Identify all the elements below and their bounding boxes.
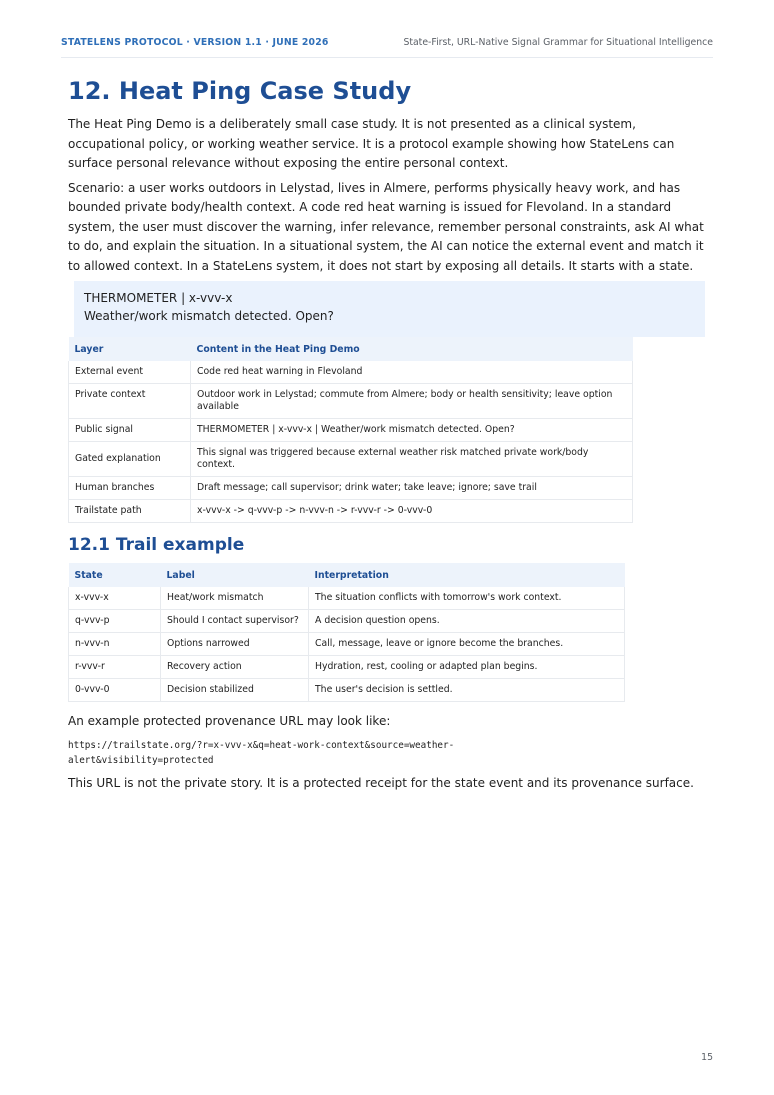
main-content [68,76,708,798]
label-cell: Recovery action [161,656,309,679]
column-header-state: State [69,563,161,587]
label-cell: Options narrowed [161,633,309,656]
interpretation-cell: Call, message, leave or ignore become the branches. [309,633,625,656]
callout-prompt-line: Weather/work mismatch detected. Open? [84,309,334,323]
intro-paragraph: The Heat Ping Demo is a deliberately small case study. It is not presented as a clinical system, occupational policy, or working weather service. It is a protocol example showing how StateLens can surface personal relevance without exposing the entire personal context. [68,117,675,170]
table-row [69,384,633,419]
header-document-title: State-First, URL-Native Signal Grammar for Situational Intelligence [403,37,713,48]
trail-table-header-row [69,563,625,587]
layer-cell: Public signal [69,419,191,442]
column-header-content: Content in the Heat Ping Demo [191,337,633,361]
interpretation-cell: The situation conflicts with tomorrow's work context. [309,587,625,610]
table-row [69,500,633,523]
state-cell: 0-vvv-0 [69,679,161,702]
subsection-title: 12.1 Trail example [68,535,245,555]
interpretation-cell: The user's decision is settled. [309,679,625,702]
content-cell: This signal was triggered because external weather risk matched private work/body context. [191,442,633,477]
layer-cell: Gated explanation [69,442,191,477]
table-row [69,477,633,500]
closing-paragraph: This URL is not the private story. It is a protected receipt for the state event and its provenance surface. [68,775,694,790]
signal-callout [74,281,705,337]
header-protocol-version: STATELENS PROTOCOL · VERSION 1.1 · JUNE 2026 [61,37,329,48]
content-cell: THERMOMETER | x-vvv-x | Weather/work mismatch detected. Open? [191,419,633,442]
content-cell: Draft message; call supervisor; drink water; take leave; ignore; save trail [191,477,633,500]
content-cell: Code red heat warning in Flevoland [191,361,633,384]
page-number: 15 [701,1052,713,1063]
state-cell: n-vvv-n [69,633,161,656]
label-cell: Heat/work mismatch [161,587,309,610]
table-row [69,656,625,679]
interpretation-cell: A decision question opens. [309,610,625,633]
table-row [69,587,625,610]
layer-cell: Trailstate path [69,500,191,523]
table-row [69,361,633,384]
column-header-interpretation: Interpretation [309,563,625,587]
scenario-paragraph: Scenario: a user works outdoors in Lelystad, lives in Almere, performs physically heavy work, and has bounded private body/health context. A code red heat warning is issued for Flevoland. In a standard system, the user must discover the warning, infer relevance, remember personal constraints, ask AI what to do, and explain the situation. In a situational system, the AI can notice the external event and match it to allowed context. In a StateLens system, it does not start by exposing all details. It starts with a state. [68,180,704,273]
table-row [69,419,633,442]
column-header-layer: Layer [69,337,191,361]
layer-cell: Human branches [69,477,191,500]
provenance-url-line-2: alert&visibility=protected [68,754,214,766]
running-header [61,37,713,58]
interpretation-cell: Hydration, rest, cooling or adapted plan begins. [309,656,625,679]
layer-table [68,337,633,523]
column-header-label: Label [161,563,309,587]
state-cell: q-vvv-p [69,610,161,633]
provenance-url-line-1: https://trailstate.org/?r=x-vvv-x&q=heat-work-context&source=weather- [68,739,455,751]
callout-signal-line: THERMOMETER | x-vvv-x [84,291,233,305]
label-cell: Decision stabilized [161,679,309,702]
state-cell: r-vvv-r [69,656,161,679]
label-cell: Should I contact supervisor? [161,610,309,633]
state-cell: x-vvv-x [69,587,161,610]
table-row [69,610,625,633]
table-row [69,679,625,702]
section-title: 12. Heat Ping Case Study [68,77,412,105]
layer-cell: External event [69,361,191,384]
content-cell: x-vvv-x -> q-vvv-p -> n-vvv-n -> r-vvv-r -> 0-vvv-0 [191,500,633,523]
layer-table-header-row [69,337,633,361]
provenance-url[interactable] [68,738,708,768]
table-row [69,633,625,656]
layer-cell: Private context [69,384,191,419]
table-row [69,442,633,477]
content-cell: Outdoor work in Lelystad; commute from Almere; body or health sensitivity; leave option available [191,384,633,419]
url-intro: An example protected provenance URL may look like: [68,714,391,728]
trail-table [68,563,625,702]
